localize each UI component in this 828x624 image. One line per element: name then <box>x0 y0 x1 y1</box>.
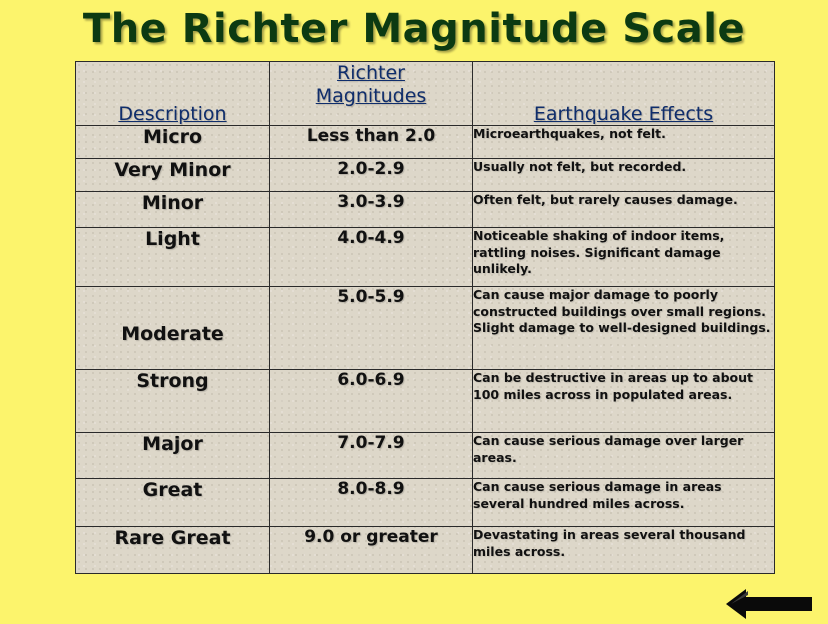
row-magnitude: 3.0-3.9 <box>270 192 473 228</box>
row-magnitude: Less than 2.0 <box>270 126 473 159</box>
row-description: Great <box>76 479 270 527</box>
richter-table <box>75 61 775 574</box>
row-magnitude: 6.0-6.9 <box>270 370 473 433</box>
header-effects: Earthquake Effects <box>473 62 775 126</box>
header-magnitudes-line2: Magnitudes <box>315 85 427 107</box>
header-description: Description <box>76 62 270 126</box>
row-effect: Can cause serious damage in areas several hundred miles across. <box>473 479 775 527</box>
row-magnitude: 7.0-7.9 <box>270 433 473 479</box>
row-effect: Often felt, but rarely causes damage. <box>473 192 775 228</box>
row-description: Rare Great <box>76 527 270 574</box>
row-description: Light <box>76 228 270 287</box>
row-effect: Devastating in areas several thousand miles across. <box>473 527 775 574</box>
slide-title: The Richter Magnitude Scale <box>82 6 746 52</box>
table-row <box>76 479 775 527</box>
row-magnitude: 2.0-2.9 <box>270 159 473 192</box>
row-magnitude: 4.0-4.9 <box>270 228 473 287</box>
row-effect: Can be destructive in areas up to about 100 miles across in populated areas. <box>473 370 775 433</box>
row-magnitude: 9.0 or greater <box>270 527 473 574</box>
row-effect: Usually not felt, but recorded. <box>473 159 775 192</box>
row-effect: Microearthquakes, not felt. <box>473 126 775 159</box>
left-arrow-icon <box>726 588 814 620</box>
table-row <box>76 527 775 574</box>
row-effect: Can cause major damage to poorly constructed buildings over small regions. Slight damage to well-designed buildings. <box>473 287 775 370</box>
table-row <box>76 370 775 433</box>
row-description: Major <box>76 433 270 479</box>
table-row <box>76 159 775 192</box>
row-description: Strong <box>76 370 270 433</box>
row-effect: Noticeable shaking of indoor items, rattling noises. Significant damage unlikely. <box>473 228 775 287</box>
row-description: Micro <box>76 126 270 159</box>
row-description: Moderate <box>76 287 270 370</box>
row-description: Minor <box>76 192 270 228</box>
row-description: Very Minor <box>76 159 270 192</box>
header-magnitudes-line1: Richter <box>337 62 405 84</box>
table-row <box>76 228 775 287</box>
table-row <box>76 126 775 159</box>
row-effect: Can cause serious damage over larger areas. <box>473 433 775 479</box>
row-magnitude: 5.0-5.9 <box>270 287 473 370</box>
row-magnitude: 8.0-8.9 <box>270 479 473 527</box>
table-row <box>76 192 775 228</box>
header-magnitudes <box>270 62 473 126</box>
header-row <box>76 62 775 126</box>
table-row <box>76 287 775 370</box>
back-button[interactable] <box>726 588 814 620</box>
table-row <box>76 433 775 479</box>
